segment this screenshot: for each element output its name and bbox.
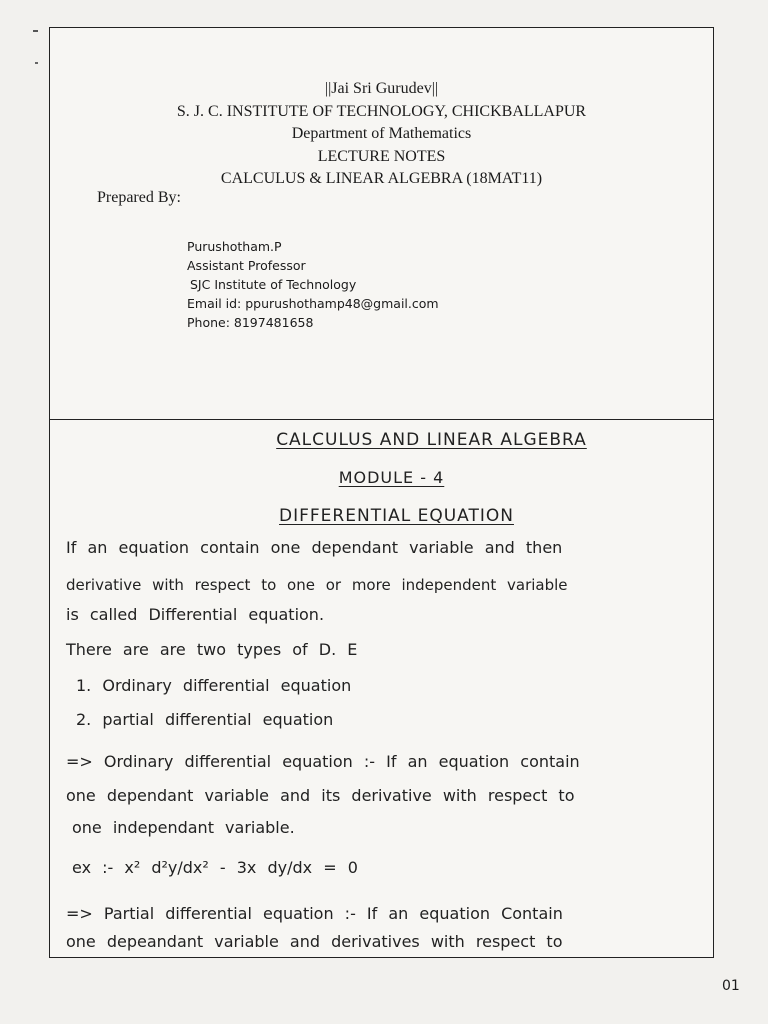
author-designation: Assistant Professor: [187, 258, 306, 273]
document-type: LECTURE NOTES: [317, 147, 446, 165]
note-line: one dependant variable and its derivative with respect to: [66, 786, 575, 805]
scan-mark: [35, 62, 38, 64]
module-heading: MODULE - 4: [338, 468, 445, 487]
topic-heading: DIFFERENTIAL EQUATION: [279, 506, 514, 526]
scan-mark: [33, 30, 38, 32]
note-line: is called Differential equation.: [66, 605, 325, 624]
course-title: CALCULUS & LINEAR ALGEBRA (18MAT11): [220, 170, 543, 187]
author-phone: Phone: 8197481658: [187, 315, 314, 330]
author-contact: [187, 237, 439, 332]
note-line: There are are two types of D. E: [66, 640, 358, 659]
prepared-by-label: Prepared By:: [97, 189, 181, 206]
department: Department of Mathematics: [291, 125, 472, 142]
note-line: one depeandant variable and derivatives with respect to: [66, 932, 563, 951]
subject-title: CALCULUS AND LINEAR ALGEBRA: [276, 430, 587, 450]
note-line: => Ordinary differential equation :- If an equation contain: [66, 752, 580, 771]
author-name: Purushotham.P: [187, 239, 282, 254]
section-divider: [50, 419, 713, 420]
example-equation: ex :- x² d²y/dx² - 3x dy/dx = 0: [72, 858, 358, 877]
author-email: Email id: ppurushothamp48@gmail.com: [187, 296, 439, 311]
motto: ||Jai Sri Gurudev||: [324, 80, 439, 97]
author-institution: SJC Institute of Technology: [190, 277, 357, 292]
title-block: [50, 78, 713, 191]
note-line: => Partial differential equation :- If an equation Contain: [66, 904, 563, 923]
page-number: 01: [722, 978, 740, 994]
note-line: derivative with respect to one or more independent variable: [66, 576, 568, 594]
page-frame: [49, 27, 714, 958]
institute-name: S. J. C. INSTITUTE OF TECHNOLOGY, CHICKBALLAPUR: [176, 102, 587, 120]
list-item: 2. partial differential equation: [76, 710, 334, 729]
note-line: If an equation contain one dependant variable and then: [66, 538, 563, 557]
note-line: one independant variable.: [72, 818, 295, 837]
list-item: 1. Ordinary differential equation: [76, 676, 352, 695]
